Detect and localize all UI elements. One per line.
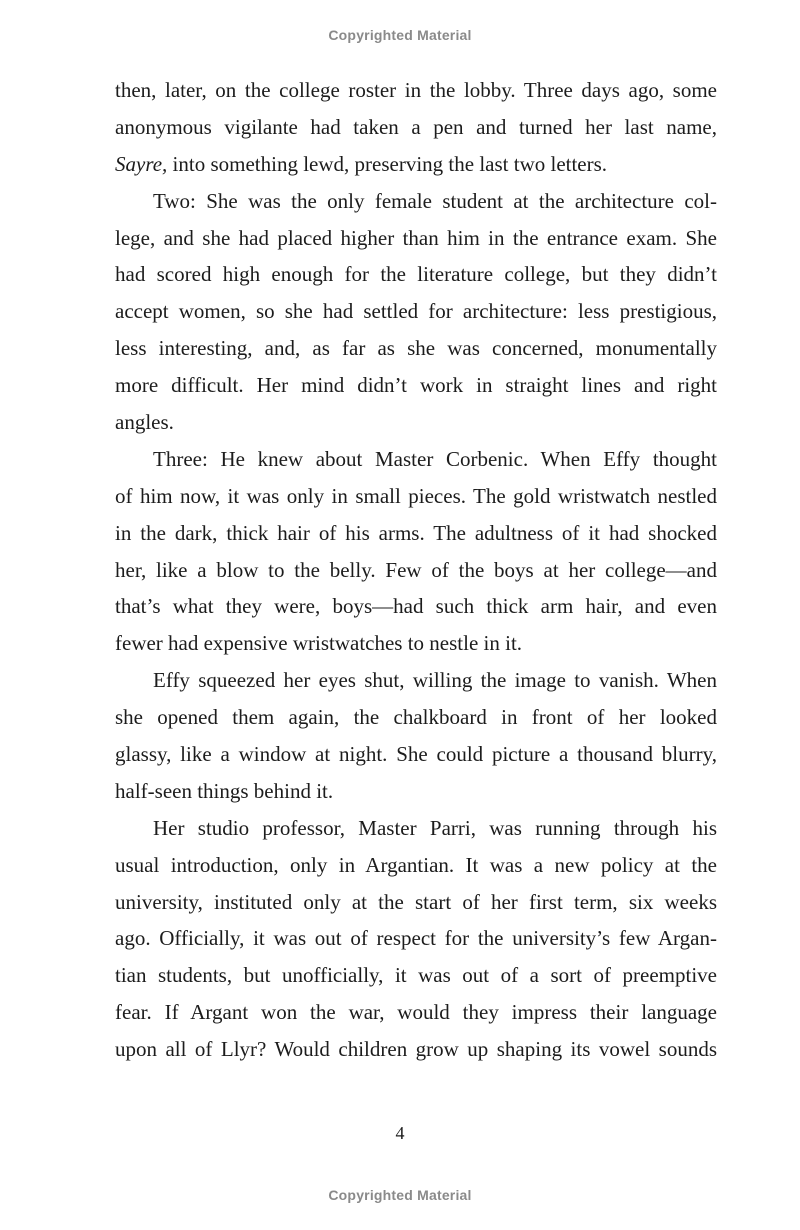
text-line: half-seen things behind it. — [115, 778, 334, 803]
text-line: more difficult. Her mind didn’t work in straight lines and right — [115, 373, 717, 398]
text-line: her, like a blow to the belly. Few of the boys at her college—and — [115, 557, 717, 582]
copyright-watermark-bottom: Copyrighted Material — [328, 1187, 472, 1203]
text-line-rest: into something lewd, preserving the last two letters. — [167, 151, 608, 176]
text-line: lege, and she had placed higher than him in the entrance exam. She — [115, 225, 717, 250]
text-line: ago. Officially, it was out of respect for the university’s few Argan- — [115, 926, 717, 951]
italic-name: Sayre, — [115, 151, 168, 176]
text-line: in the dark, thick hair of his arms. The adultness of it had shocked — [115, 520, 717, 545]
page-number: 4 — [395, 1123, 405, 1143]
copyright-watermark-top: Copyrighted Material — [328, 27, 472, 43]
text-line: upon all of Llyr? Would children grow up shaping its vowel sounds — [115, 1037, 717, 1062]
text-line: she opened them again, the chalkboard in front of her looked — [115, 705, 717, 730]
text-line — [115, 146, 717, 183]
text-line: Effy squeezed her eyes shut, willing the image to vanish. When — [153, 668, 717, 693]
text-line: fewer had expensive wristwatches to nestle in it. — [115, 631, 523, 656]
text-line: that’s what they were, boys—had such thick arm hair, and even — [115, 594, 717, 619]
text-line: of him now, it was only in small pieces. The gold wristwatch nestled — [115, 483, 717, 508]
text-line: usual introduction, only in Argantian. It was a new policy at the — [115, 852, 717, 877]
text-line: Two: She was the only female student at the architecture col- — [153, 188, 717, 213]
text-line: accept women, so she had settled for architecture: less prestigious, — [115, 299, 717, 324]
text-line: angles. — [115, 410, 174, 435]
page-body-text — [115, 72, 717, 1068]
text-line: university, instituted only at the start of her first term, six weeks — [115, 889, 717, 914]
text-line: tian students, but unofficially, it was out of a sort of preemptive — [115, 963, 717, 988]
text-line: less interesting, and, as far as she was concerned, monumentally — [115, 336, 717, 361]
text-line: fear. If Argant won the war, would they impress their language — [115, 1000, 717, 1025]
text-line: Three: He knew about Master Corbenic. When Effy thought — [153, 446, 717, 471]
text-line: then, later, on the college roster in the lobby. Three days ago, some — [115, 78, 717, 102]
text-line: had scored high enough for the literature college, but they didn’t — [115, 262, 717, 287]
text-line: glassy, like a window at night. She could picture a thousand blurry, — [115, 742, 717, 767]
text-line: Her studio professor, Master Parri, was running through his — [153, 815, 717, 840]
text-line: anonymous vigilante had taken a pen and turned her last name, — [115, 114, 717, 139]
